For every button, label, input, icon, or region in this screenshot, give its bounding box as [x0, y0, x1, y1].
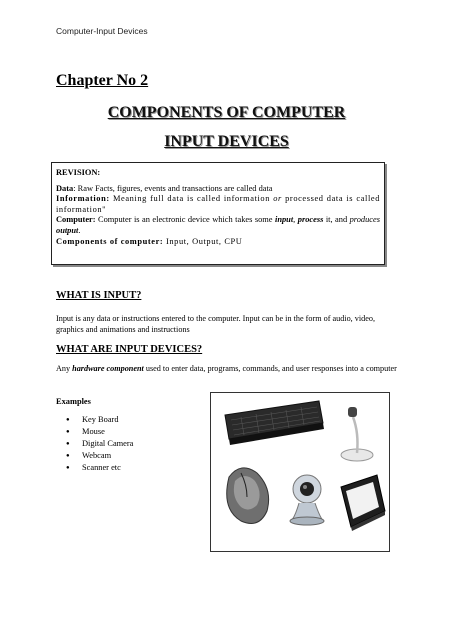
computer-text-2: it, and	[323, 215, 350, 225]
computer-definition	[56, 215, 384, 236]
revision-box	[51, 162, 385, 265]
components-text: Input, Output, CPU	[163, 236, 243, 246]
what-is-input-text: Input is any data or instructions entered to the computer. Input can be in the form of audio, video, graphics and animations and instructions	[56, 314, 375, 334]
what-is-input-heading: WHAT IS INPUT?	[56, 290, 142, 301]
list-item: ● Scanner etc	[66, 462, 133, 474]
computer-output: output	[56, 225, 79, 235]
mouse-icon	[227, 468, 269, 524]
chapter-heading: Chapter No 2	[56, 72, 149, 89]
data-text: : Raw Facts, figures, events and transactions are called data	[73, 183, 273, 193]
microphone-icon	[341, 407, 373, 461]
information-or: or	[273, 194, 282, 204]
list-item: ● Digital Camera	[66, 438, 133, 450]
information-label: Information:	[56, 194, 110, 204]
input-devices-figure	[210, 392, 390, 552]
revision-heading: REVISION:	[56, 168, 101, 177]
computer-sep: ,	[293, 215, 298, 225]
information-definition	[56, 194, 384, 215]
input-devices-heading: WHAT ARE INPUT DEVICES?	[56, 344, 203, 355]
examples-label: Examples	[56, 397, 91, 406]
computer-produces: produces	[349, 215, 381, 225]
page-subtitle: INPUT DEVICES	[164, 133, 289, 150]
data-definition	[56, 184, 384, 195]
input-devices-text	[56, 364, 398, 375]
list-item: ● Webcam	[66, 450, 133, 462]
input-devices-text-end: used to enter data, programs, commands, and user responses into a computer	[143, 364, 397, 373]
data-label: Data	[56, 183, 74, 193]
webcam-icon	[290, 475, 324, 525]
running-header: Computer-Input Devices	[56, 26, 148, 36]
list-item: ● Key Board	[66, 414, 133, 426]
input-devices-emphasis: hardware component	[72, 364, 144, 373]
scanner-icon	[341, 475, 385, 531]
computer-process: process	[297, 215, 324, 225]
input-devices-text-start: Any	[56, 364, 73, 373]
computer-text: Computer is an electronic device which takes some	[95, 215, 275, 225]
examples-list	[66, 414, 133, 474]
information-text-end: processed data is called information"	[56, 194, 380, 214]
computer-end: .	[78, 225, 81, 235]
list-item: ● Mouse	[66, 426, 133, 438]
components-definition	[56, 237, 384, 248]
page-title: COMPONENTS OF COMPUTER	[107, 104, 346, 121]
information-text: Meaning full data is called information	[109, 194, 274, 204]
components-label: Components of computer:	[56, 236, 164, 246]
computer-label: Computer:	[56, 215, 96, 225]
computer-input: input	[275, 215, 294, 225]
keyboard-icon	[225, 401, 324, 445]
